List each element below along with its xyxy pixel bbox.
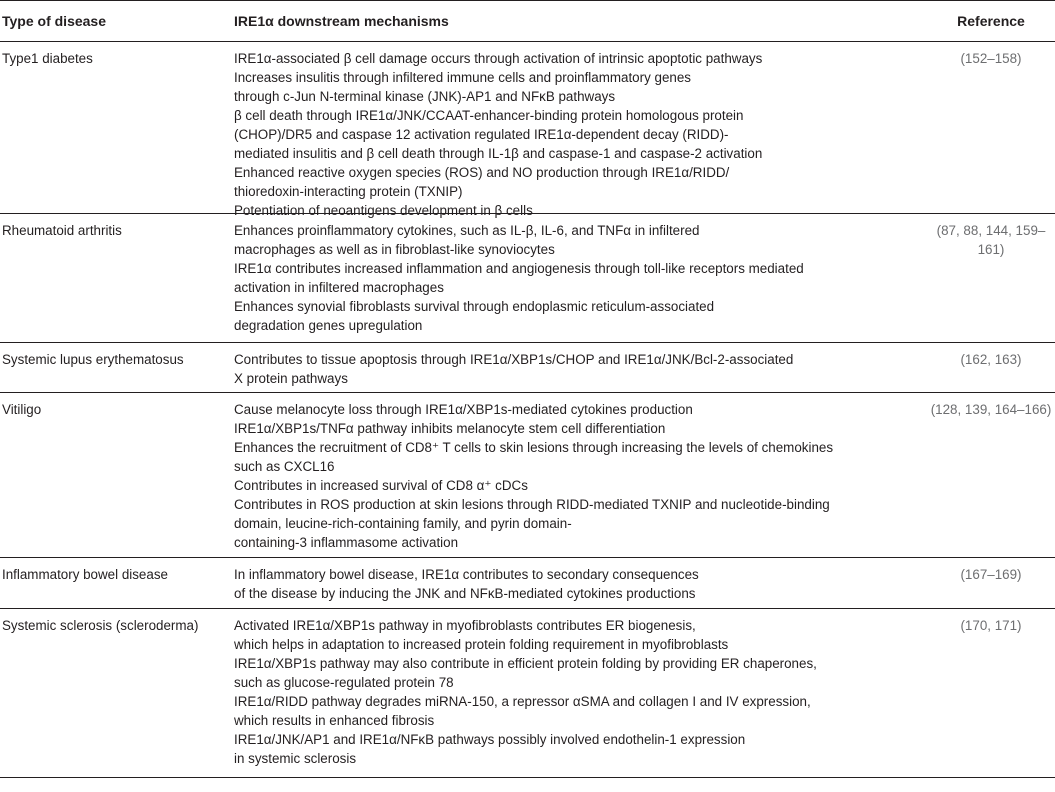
table-row [0,558,1055,609]
disease-cell: Inflammatory bowel disease [2,567,168,582]
mechanism-line: through c-Jun N-terminal kinase (JNK)-AP1 and NFκB pathways [234,89,616,104]
header-type-of-disease: Type of disease [2,13,107,29]
mechanism-line: of the disease by inducing the JNK and NFκB-mediated cytokines productions [234,586,696,601]
mechanism-line: X protein pathways [234,371,348,386]
mechanism-line: which helps in adaptation to increased protein folding requirement in myofibroblasts [234,637,729,652]
reference-cell: (170, 171) [960,618,1022,633]
mechanism-line: in systemic sclerosis [234,751,357,766]
mechanisms-cell [234,214,909,342]
mechanism-line: IRE1α/RIDD pathway degrades miRNA-150, a repressor αSMA and collagen I and IV expression, [234,694,811,709]
mechanism-line: Contributes to tissue apoptosis through IRE1α/XBP1s/CHOP and IRE1α/JNK/Bcl-2-associated [234,352,794,367]
mechanisms-cell [234,42,909,218]
mechanism-line: Increases insulitis through infiltered immune cells and proinflammatory genes [234,70,691,85]
mechanisms-cell [234,609,909,777]
reference-cell: (167–169) [960,567,1022,582]
header-reference: Reference [957,13,1025,29]
disease-cell: Systemic sclerosis (scleroderma) [2,618,199,633]
mechanism-line: Enhances the recruitment of CD8⁺ T cells to skin lesions through increasing the levels of chemokines [234,440,834,455]
mechanism-line: such as glucose-regulated protein 78 [234,675,454,690]
mechanism-line: Potentiation of neoantigens development in β cells [234,203,533,218]
mechanism-line: Activated IRE1α/XBP1s pathway in myofibroblasts contributes ER biogenesis, [234,618,696,633]
header-mechanisms: IRE1α downstream mechanisms [234,13,449,29]
disease-cell: Vitiligo [2,402,42,417]
mechanism-line: thioredoxin-interacting protein (TXNIP) [234,184,463,199]
mechanism-line: Enhances synovial fibroblasts survival through endoplasmic reticulum-associated [234,299,715,314]
mechanism-line: Enhances proinflammatory cytokines, such as IL-β, IL-6, and TNFα in infiltered [234,223,700,238]
mechanism-line: IRE1α/XBP1s pathway may also contribute in efficient protein folding by providing ER chaperones, [234,656,817,671]
table-row [0,214,1055,343]
mechanism-line: Cause melanocyte loss through IRE1α/XBP1s-mediated cytokines production [234,402,693,417]
mechanism-line: β cell death through IRE1α/JNK/CCAAT-enhancer-binding protein homologous protein [234,108,744,123]
mechanism-line: domain, leucine-rich-containing family, and pyrin domain- [234,516,572,531]
table-row [0,343,1055,393]
disease-cell: Rheumatoid arthritis [2,223,122,238]
mechanisms-cell [234,393,909,557]
mechanism-line: which results in enhanced fibrosis [234,713,435,728]
reference-cell: (162, 163) [960,352,1022,367]
table-row [0,393,1055,558]
mechanism-line: IRE1α/XBP1s/TNFα pathway inhibits melanocyte stem cell differentiation [234,421,666,436]
disease-cell: Systemic lupus erythematosus [2,352,184,367]
mechanism-line: mediated insulitis and β cell death through IL-1β and caspase-1 and caspase-2 activation [234,146,763,161]
mechanism-line: containing-3 inflammasome activation [234,535,459,550]
disease-cell: Type1 diabetes [2,51,93,66]
mechanism-line: Enhanced reactive oxygen species (ROS) and NO production through IRE1α/RIDD/ [234,165,730,180]
mechanism-line: macrophages as well as in fibroblast-like synoviocytes [234,242,555,257]
mechanism-line: (CHOP)/DR5 and caspase 12 activation regulated IRE1α-dependent decay (RIDD)- [234,127,729,142]
mechanism-line: such as CXCL16 [234,459,335,474]
mechanism-line: IRE1α/JNK/AP1 and IRE1α/NFκB pathways possibly involved endothelin-1 expression [234,732,746,747]
mechanism-line: Contributes in ROS production at skin lesions through RIDD-mediated TXNIP and nucleotide-binding [234,497,830,512]
mechanism-line: degradation genes upregulation [234,318,423,333]
mechanisms-cell [234,558,909,608]
mechanism-line: In inflammatory bowel disease, IRE1α contributes to secondary consequences [234,567,699,582]
table-row [0,609,1055,778]
table-row [0,42,1055,218]
mechanism-line: IRE1α-associated β cell damage occurs through activation of intrinsic apoptotic pathways [234,51,763,66]
table-header-row [0,0,1055,42]
mechanism-line: IRE1α contributes increased inflammation and angiogenesis through toll-like receptors mediated [234,261,804,276]
mechanisms-cell [234,343,909,392]
mechanism-line: activation in infiltered macrophages [234,280,444,295]
reference-cell: (152–158) [960,51,1022,66]
mechanism-line: Contributes in increased survival of CD8 α⁺ cDCs [234,478,528,493]
reference-cell: (87, 88, 144, 159–161) [936,223,1046,257]
reference-cell: (128, 139, 164–166) [930,402,1052,417]
